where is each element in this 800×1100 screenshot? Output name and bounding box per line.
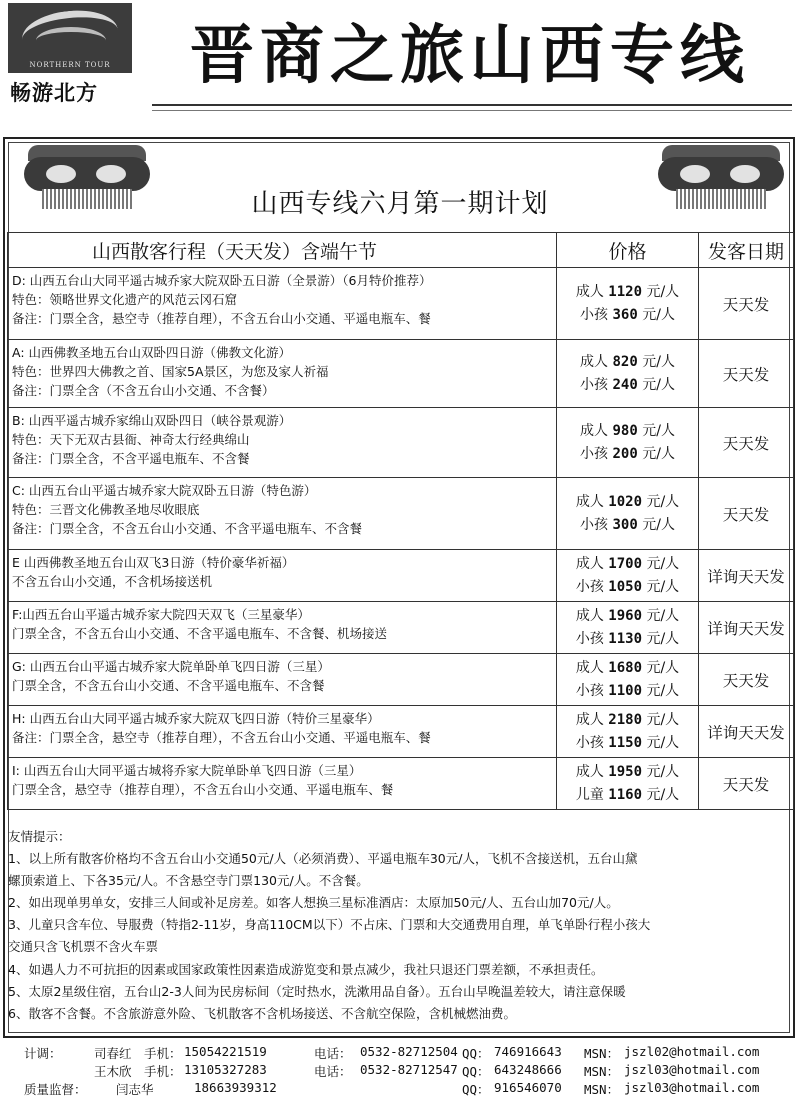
child-price <box>558 576 697 599</box>
itinerary-description <box>8 758 557 810</box>
price-label: 小孩 <box>575 734 604 751</box>
itinerary-line: 门票全含，悬空寺（推荐自理），不含五台山小交通、平遥电瓶车、餐 <box>12 782 394 797</box>
contact-msn-label: MSN： <box>584 1046 620 1061</box>
itinerary-line: C: 山西五台山平遥古城乔家大院双卧五日游（特色游） <box>12 483 317 498</box>
price-value: 1960 <box>608 607 642 624</box>
contact-msn[interactable]: jszl03@hotmail.com <box>624 1080 760 1095</box>
adult-price <box>558 657 697 680</box>
price-unit: 元/人 <box>646 630 680 647</box>
adult-price <box>558 553 697 576</box>
table-row <box>8 758 794 810</box>
price-label: 成人 <box>575 283 604 300</box>
price-unit: 元/人 <box>642 422 675 439</box>
price-unit: 元/人 <box>642 306 675 323</box>
price-unit: 元/人 <box>642 516 675 533</box>
contact-qq: 643248666 <box>494 1062 562 1077</box>
child-price <box>558 374 697 397</box>
price-label: 儿童 <box>575 786 604 803</box>
itinerary-line: D: 山西五台山大同平遥古城乔家大院双卧五日游（全景游）（6月特价推荐） <box>12 273 432 288</box>
itinerary-line: 备注：门票全含，不含五台山小交通、不含平遥电瓶车、不含餐 <box>12 521 363 536</box>
note-item: 6、散客不含餐。不含旅游意外险、飞机散客不含机场接送、不含航空保险，含机械燃油费。 <box>8 1005 516 1021</box>
contact-row <box>24 1044 794 1062</box>
itinerary-description <box>8 602 557 654</box>
price-unit: 元/人 <box>646 555 680 572</box>
price-label: 小孩 <box>580 376 609 393</box>
child-price <box>558 784 697 807</box>
price-cell <box>557 478 699 550</box>
contact-row <box>24 1080 794 1098</box>
page-header <box>0 0 800 132</box>
price-value: 1100 <box>608 682 642 699</box>
price-label: 成人 <box>575 607 604 624</box>
price-value: 360 <box>612 306 638 323</box>
table-row <box>8 550 794 602</box>
contact-msn[interactable]: jszl02@hotmail.com <box>624 1044 760 1059</box>
departure-schedule: 天天发 <box>699 654 794 706</box>
itinerary-line: 门票全含，不含五台山小交通、不含平遥电瓶车、不含餐 <box>12 678 325 693</box>
plan-title: 山西专线六月第一期计划 <box>251 189 549 219</box>
contact-phone-label: 电话： <box>314 1046 352 1061</box>
price-unit: 元/人 <box>642 445 675 462</box>
price-unit: 元/人 <box>646 283 680 300</box>
itinerary-line: 门票全含，不含五台山小交通、不含平遥电瓶车、不含餐、机场接送 <box>12 626 388 641</box>
price-unit: 元/人 <box>646 659 680 676</box>
price-value: 1050 <box>608 578 642 595</box>
departure-schedule: 详询天天发 <box>699 550 794 602</box>
note-item: 2、如出现单男单女，安排三人间或补足房差。如客人想换三星标准酒店：太原加50元/人、五台山加70元/人。 <box>8 895 619 911</box>
note-item: 5、太原2星级住宿，五台山2-3人间为民房标间（定时热水，洗漱用品自备）。五台山早晚温差较大，请注意保暖 <box>8 983 626 999</box>
child-price <box>558 514 697 537</box>
price-label: 成人 <box>575 711 604 728</box>
price-unit: 元/人 <box>646 578 680 595</box>
itinerary-line: 特色：世界四大佛教之首、国家5A景区，为您及家人祈福 <box>12 364 329 379</box>
price-label: 小孩 <box>575 682 604 699</box>
price-label: 小孩 <box>580 306 609 323</box>
contact-qq-label: QQ： <box>462 1082 490 1097</box>
price-unit: 元/人 <box>646 786 680 803</box>
price-label: 成人 <box>575 493 604 510</box>
title-underline <box>152 104 792 106</box>
itinerary-description <box>8 408 557 478</box>
price-unit: 元/人 <box>642 353 675 370</box>
price-label: 成人 <box>580 422 609 439</box>
contact-msn-label: MSN： <box>584 1064 620 1079</box>
price-value: 2180 <box>608 711 642 728</box>
adult-price <box>558 281 697 304</box>
logo-tagline: NORTHERN TOUR <box>29 61 111 69</box>
price-label: 小孩 <box>580 516 609 533</box>
adult-price <box>558 761 697 784</box>
price-label: 成人 <box>575 555 604 572</box>
price-label: 成人 <box>575 763 604 780</box>
price-label: 小孩 <box>575 630 604 647</box>
price-value: 1130 <box>608 630 642 647</box>
itinerary-line: H: 山西五台山大同平遥古城乔家大院双飞四日游（特价三星豪华） <box>12 711 380 726</box>
note-item: 螺顶索道上、下各35元/人。不含悬空寺门票130元/人。不含餐。 <box>8 873 369 889</box>
contact-msn[interactable]: jszl03@hotmail.com <box>624 1062 760 1077</box>
itinerary-line: I: 山西五台山大同平遥古城将乔家大院单卧单飞四日游（三星） <box>12 763 362 778</box>
price-label: 小孩 <box>580 445 609 462</box>
table-row <box>8 654 794 706</box>
child-price <box>558 443 697 466</box>
header-departure: 发客日期 <box>699 233 794 268</box>
contact-mobile: 18663939312 <box>194 1080 277 1095</box>
contact-row <box>24 1062 794 1080</box>
price-unit: 元/人 <box>646 607 680 624</box>
itinerary-description <box>8 268 557 340</box>
itinerary-description <box>8 706 557 758</box>
price-value: 1150 <box>608 734 642 751</box>
price-value: 1700 <box>608 555 642 572</box>
contact-role: 质量监督： <box>24 1082 87 1097</box>
contact-qq: 746916643 <box>494 1044 562 1059</box>
price-value: 200 <box>612 445 638 462</box>
departure-schedule: 天天发 <box>699 758 794 810</box>
page-title: 晋商之旅山西专线 <box>190 18 750 93</box>
price-label: 成人 <box>580 353 609 370</box>
note-item: 4、如遇人力不可抗拒的因素或国家政策性因素造成游览变和景点减少，我社只退还门票差额，不承担责任。 <box>8 961 604 977</box>
price-label: 小孩 <box>575 578 604 595</box>
logo-swirl-2 <box>36 27 106 54</box>
contacts-section <box>24 1044 794 1098</box>
price-cell <box>557 268 699 340</box>
itinerary-line: 备注：门票全含，不含平遥电瓶车、不含餐 <box>12 451 250 466</box>
northern-tour-logo <box>8 3 132 73</box>
itinerary-description <box>8 478 557 550</box>
price-unit: 元/人 <box>642 376 675 393</box>
contact-phone-label: 电话： <box>314 1064 352 1079</box>
itinerary-description <box>8 654 557 706</box>
notes-title: 友情提示： <box>8 829 71 844</box>
contact-name: 司春红 <box>94 1046 132 1061</box>
itinerary-line: 备注：门票全含，悬空寺（推荐自理），不含五台山小交通、平遥电瓶车、餐 <box>12 311 431 326</box>
itinerary-line: 特色：天下无双古县衙、神奇太行经典绵山 <box>12 432 250 447</box>
price-cell <box>557 706 699 758</box>
table-row <box>8 408 794 478</box>
child-price <box>558 680 697 703</box>
contact-phone: 0532-82712547 <box>360 1062 458 1077</box>
contact-phone: 0532-82712504 <box>360 1044 458 1059</box>
adult-price <box>558 351 697 374</box>
price-cell <box>557 758 699 810</box>
itinerary-line: 不含五台山小交通，不含机场接送机 <box>12 574 213 589</box>
price-value: 1120 <box>608 283 642 300</box>
departure-schedule: 天天发 <box>699 340 794 408</box>
child-price <box>558 628 697 651</box>
departure-schedule: 天天发 <box>699 408 794 478</box>
itinerary-line: B: 山西平遥古城乔家绵山双卧四日（峡谷景观游） <box>12 413 292 428</box>
contact-qq-label: QQ： <box>462 1046 490 1061</box>
header-itinerary: 山西散客行程（天天发）含端午节 <box>8 233 557 268</box>
price-unit: 元/人 <box>646 763 680 780</box>
note-item: 交通只含飞机票不含火车票 <box>8 939 159 955</box>
adult-price <box>558 605 697 628</box>
contact-mobile: 15054221519 <box>184 1044 267 1059</box>
table-row <box>8 706 794 758</box>
adult-price <box>558 420 697 443</box>
notes-section <box>8 826 792 1025</box>
itinerary-line: F:山西五台山平遥古城乔家大院四天双飞（三星豪华） <box>12 607 310 622</box>
price-value: 300 <box>612 516 638 533</box>
departure-schedule: 详询天天发 <box>699 706 794 758</box>
table-row <box>8 478 794 550</box>
price-cell <box>557 550 699 602</box>
price-value: 240 <box>612 376 638 393</box>
price-value: 1950 <box>608 763 642 780</box>
header-price: 价格 <box>557 233 699 268</box>
itinerary-description <box>8 340 557 408</box>
table-row <box>8 602 794 654</box>
itinerary-line: 备注：门票全含（不含五台山小交通、不含餐） <box>12 383 275 398</box>
price-value: 1160 <box>608 786 642 803</box>
price-unit: 元/人 <box>646 493 680 510</box>
contact-qq: 916546070 <box>494 1080 562 1095</box>
table-row <box>8 340 794 408</box>
itinerary-line: 特色：领略世界文化遗产的风范云冈石窟 <box>12 292 238 307</box>
price-cell <box>557 654 699 706</box>
note-item: 1、以上所有散客价格均不含五台山小交通50元/人（必须消费）、平遥电瓶车30元/人，飞机不含接送机，五台山黛 <box>8 851 638 867</box>
adult-price <box>558 491 697 514</box>
note-item: 3、儿童只含车位、导服费（特指2-11岁，身高110CM以下）不占床、门票和大交通费用自理，单飞单卧行程小孩大 <box>8 917 651 933</box>
price-value: 980 <box>612 422 638 439</box>
contact-name: 王木欣 <box>94 1064 132 1079</box>
child-price <box>558 304 697 327</box>
departure-schedule: 天天发 <box>699 478 794 550</box>
adult-price <box>558 709 697 732</box>
price-unit: 元/人 <box>646 711 680 728</box>
contact-mobile-label: 手机： <box>144 1046 182 1061</box>
price-label: 成人 <box>575 659 604 676</box>
price-value: 820 <box>612 353 638 370</box>
table-header-row <box>8 233 794 268</box>
itinerary-line: A: 山西佛教圣地五台山双卧四日游（佛教文化游） <box>12 345 292 360</box>
price-unit: 元/人 <box>646 734 680 751</box>
itinerary-description <box>8 550 557 602</box>
contact-mobile: 13105327283 <box>184 1062 267 1077</box>
itinerary-line: E 山西佛教圣地五台山双飞3日游（特价豪华祈福） <box>12 555 295 570</box>
departure-schedule: 天天发 <box>699 268 794 340</box>
contact-mobile-label: 手机： <box>144 1064 182 1079</box>
contact-role: 计调： <box>24 1046 62 1061</box>
contact-qq-label: QQ： <box>462 1064 490 1079</box>
itinerary-line: G: 山西五台山平遥古城乔家大院单卧单飞四日游（三星） <box>12 659 330 674</box>
price-unit: 元/人 <box>646 682 680 699</box>
itinerary-line: 特色：三晋文化佛教圣地尽收眼底 <box>12 502 200 517</box>
price-cell <box>557 408 699 478</box>
departure-schedule: 详询天天发 <box>699 602 794 654</box>
table-row <box>8 268 794 340</box>
child-price <box>558 732 697 755</box>
price-value: 1020 <box>608 493 642 510</box>
price-cell <box>557 602 699 654</box>
contact-name: 闫志华 <box>116 1082 154 1097</box>
itinerary-line: 备注：门票全含，悬空寺（推荐自理），不含五台山小交通、平遥电瓶车、餐 <box>12 730 431 745</box>
title-underline-2 <box>152 110 792 111</box>
logo-text: 畅游北方 <box>10 80 98 105</box>
price-value: 1680 <box>608 659 642 676</box>
itinerary-table <box>7 232 794 810</box>
contact-msn-label: MSN： <box>584 1082 620 1097</box>
price-cell <box>557 340 699 408</box>
